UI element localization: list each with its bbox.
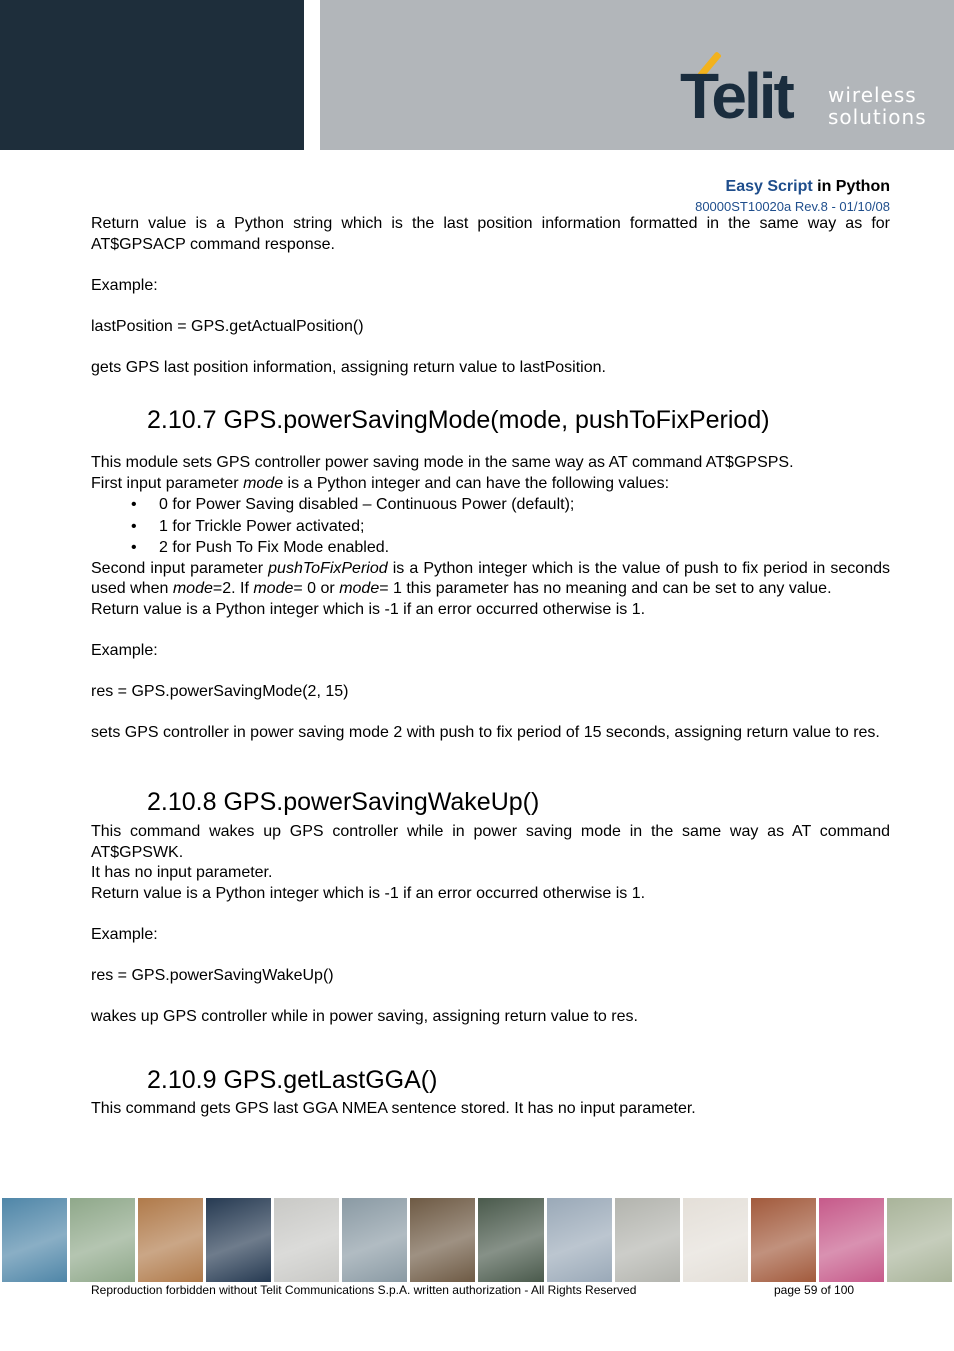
s207-paragraph-1: This module sets GPS controller power saving mode in the same way as AT command AT$GPSPS. [91,454,794,471]
mode-values-list [131,494,890,559]
list-item: • 1 for Trickle Power activated; [131,516,890,538]
s208-paragraph-2: It has no input parameter. [91,864,273,881]
footer-photo-strip [0,1198,954,1282]
photo-tile [819,1198,884,1282]
telit-logo [676,48,926,133]
s207-paragraph-3: Second input parameter pushToFixPeriod is a Python integer which is the value of push to fix period in seconds used when mode=2. If mode= 0 or mode= 1 this parameter has no meaning and can be set to any value. [91,559,891,597]
title-accent: Easy Script [725,178,813,195]
header-dark-panel [0,0,304,150]
photo-tile [547,1198,612,1282]
photo-tile [478,1198,543,1282]
logo-tagline [828,84,927,128]
document-revision: 80000ST10020a Rev.8 - 01/10/08 [695,199,890,214]
title-rest: in Python [812,178,890,195]
tagline-line-1: wireless [828,83,917,107]
photo-tile [206,1198,271,1282]
logo-word: Telit [680,60,792,132]
heading-2-10-7: 2.10.7 GPS.powerSavingMode(mode, pushToFixPeriod) [147,406,770,434]
intro-description: gets GPS last position information, assigning return value to lastPosition. [91,358,606,376]
list-item: • 0 for Power Saving disabled – Continuous Power (default); [131,494,890,516]
photo-tile [615,1198,680,1282]
footer-notice: Reproduction forbidden without Telit Communications S.p.A. written authorization - All Rights Reserved [91,1283,637,1297]
heading-2-10-8: 2.10.8 GPS.powerSavingWakeUp() [147,788,540,816]
page-number: page 59 of 100 [774,1283,855,1297]
heading-2-10-9: 2.10.9 GPS.getLastGGA() [147,1066,438,1094]
photo-tile [887,1198,952,1282]
photo-tile [70,1198,135,1282]
list-item: • 2 for Push To Fix Mode enabled. [131,537,890,559]
s207-paragraph-2: First input parameter mode is a Python integer and can have the following values: [91,474,670,492]
s207-description: sets GPS controller in power saving mode 2 with push to fix period of 15 seconds, assigning return value to res. [91,723,880,741]
photo-tile [683,1198,748,1282]
s208-description: wakes up GPS controller while in power saving, assigning return value to res. [91,1007,638,1025]
tagline-line-2: solutions [828,105,927,129]
intro-code: lastPosition = GPS.getActualPosition() [91,317,364,335]
photo-tile [410,1198,475,1282]
s208-example-label: Example: [91,925,158,943]
s209-paragraph-1: This command gets GPS last GGA NMEA sentence stored. It has no input parameter. [91,1100,696,1117]
s207-code: res = GPS.powerSavingMode(2, 15) [91,682,349,700]
intro-paragraph: Return value is a Python string which is the last position information formatted in the same way as for AT$GPSACP command response. [91,215,890,253]
photo-tile [342,1198,407,1282]
s208-paragraph-1: This command wakes up GPS controller while in power saving mode in the same way as AT command AT$GPSWK. [91,823,890,861]
document-title [726,178,890,196]
intro-example-label: Example: [91,276,158,294]
page-body [91,214,890,1120]
photo-tile [138,1198,203,1282]
s208-paragraph-3: Return value is a Python integer which is -1 if an error occurred otherwise is 1. [91,884,646,902]
s208-code: res = GPS.powerSavingWakeUp() [91,966,334,984]
photo-tile [751,1198,816,1282]
photo-tile [2,1198,67,1282]
photo-tile [274,1198,339,1282]
s207-paragraph-4: Return value is a Python integer which is -1 if an error occurred otherwise is 1. [91,600,646,618]
s207-example-label: Example: [91,641,158,659]
